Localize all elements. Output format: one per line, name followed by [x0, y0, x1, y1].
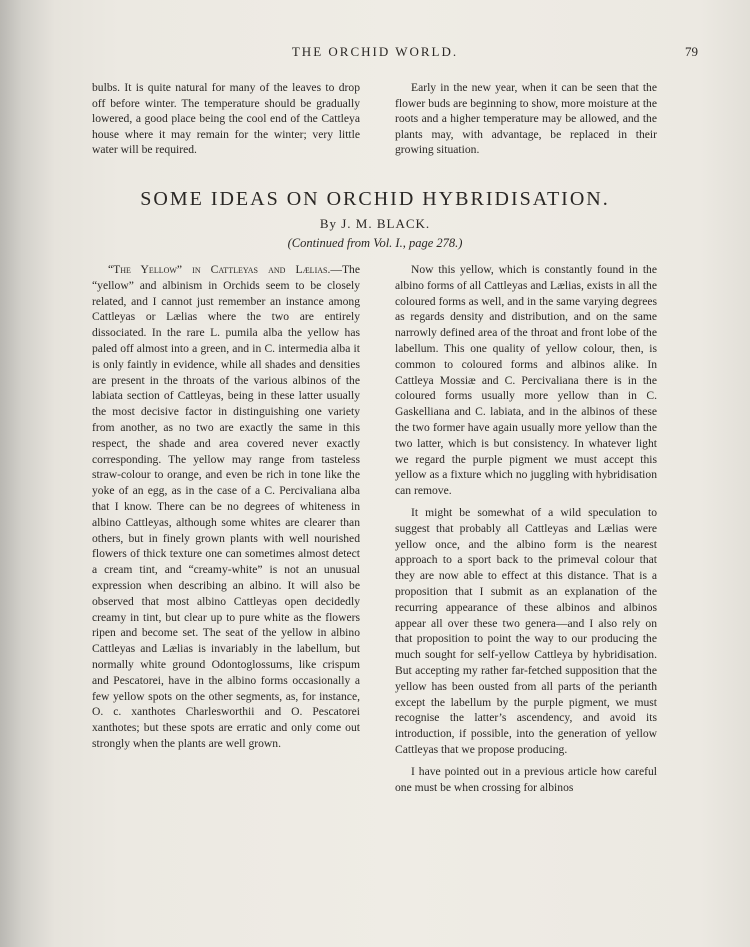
article-right-column [395, 262, 657, 795]
running-title: THE ORCHID WORLD. [291, 44, 459, 59]
left-paragraph-body: —The “yellow” and albinism in Orchids seem to be closely related, and I cannot just remember an instance among Cattleyas or Lælias where the two are entirely dissociated. In the rare L. pumila alba the yellow has paled off almost into a green, and in C. intermedia alba it is only faintly in evidence, while all shades and densities are present in the throats of the various albinos of the labiata section of Cattleyas, being in these latter usually the most decisive factor in distinguishing one variety from another, as no two are exactly the same in this respect, the shade and area covered never exactly corresponding. The yellow may range from tasteless straw-colour to orange, and even be rich in tone like the yoke of an egg, as in the case of a C. Percivaliana alba that I know. There can be no degrees of whiteness in albino Cattleyas, although some whites are clearer than others, but in finely grown plants with well nourished flowers of thick texture one can sometimes almost detect a cream tint, and “creamy-white” is not an unusual expression when describing an albino. It will also be observed that most albino Cattleyas open decidedly creamy in tint, but clear up to pure white as the flowers ripen and become set. The seat of the yellow in albino Cattleyas and Lælias is invariably in the labellum, but normally white ground Odontoglossums, like crispum and Pescatorei, have in the albino forms occasionally a few yellow spots on the other segments, as, for instance, O. c. xanthotes Charlesworthii and O. Pescatorei xanthotes; but these spots are erratic and only come out strongly when the plants are well grown. [92, 263, 360, 750]
article-left-column [92, 262, 360, 752]
top-right-column [395, 80, 657, 158]
article-byline: By J. M. BLACK. [319, 216, 431, 231]
right-paragraph-1: Now this yellow, which is constantly found in the albino forms of all Cattleyas and Lælias, exists in all the coloured forms as well, and in the same varying degrees as regards density and distribution, and on the same narrowly defined area of the throat and front lobe of the labellum. This one quality of yellow colour, then, is common to coloured forms and albinos alike. In Cattleya Mossiæ and C. Percivaliana there is in the coloured forms usually more yellow than in C. Gaskelliana and C. labiata, and in the albinos of these the two former have again usually more yellow than the two latter, which is but consistency. In whatever light we regard the purple pigment we must accept this yellow as a fixture which no juggling with hybridisation can remove. [395, 263, 657, 498]
right-paragraph-2: It might be somewhat of a wild speculation to suggest that probably all Cattleyas and Lælias were yellow once, and the albino form is the nearest approach to a sport back to the primeval colour that they are now able to effect at this distance. That is a proposition that I submit as an explanation of the recurring appearance of these albinos and albinos appear all over these two genera—and I also rely on that proposition to point the way to our producing the much sought for self-yellow Cattleya by hybridisation. But accepting my rather far-fetched supposition that the yellow has been ousted from all parts of the perianth except the labellum by the purple pigment, we must recognise the latter’s ascendency, and avoid its introduction, if possible, into the generation of yellow Cattleyas that we propose producing. [395, 505, 657, 756]
article-title: SOME IDEAS ON ORCHID HYBRIDISATION. [140, 188, 610, 210]
article-left-paragraph [92, 262, 360, 752]
page-number: 79 [685, 44, 698, 59]
top-left-paragraph: bulbs. It is quite natural for many of the leaves to drop off before winter. The temperature should be gradually lowered, a good place being the cool end of the Cattleya house where it may remain for the winter; very little water will be required. [92, 81, 360, 157]
section-heading: “The Yellow” in Cattleyas and Lælias. [108, 263, 331, 276]
continuation-note: (Continued from Vol. I., page 278.) [287, 236, 463, 250]
page-header [0, 44, 750, 64]
right-paragraph-3: I have pointed out in a previous article how careful one must be when crossing for albinos [395, 764, 657, 794]
top-right-paragraph: Early in the new year, when it can be seen that the flower buds are beginning to show, more moisture at the roots and a higher temperature may be allowed, and the plants may, with advantage, be replaced in their growing situation. [395, 81, 657, 157]
top-left-column [92, 80, 360, 158]
